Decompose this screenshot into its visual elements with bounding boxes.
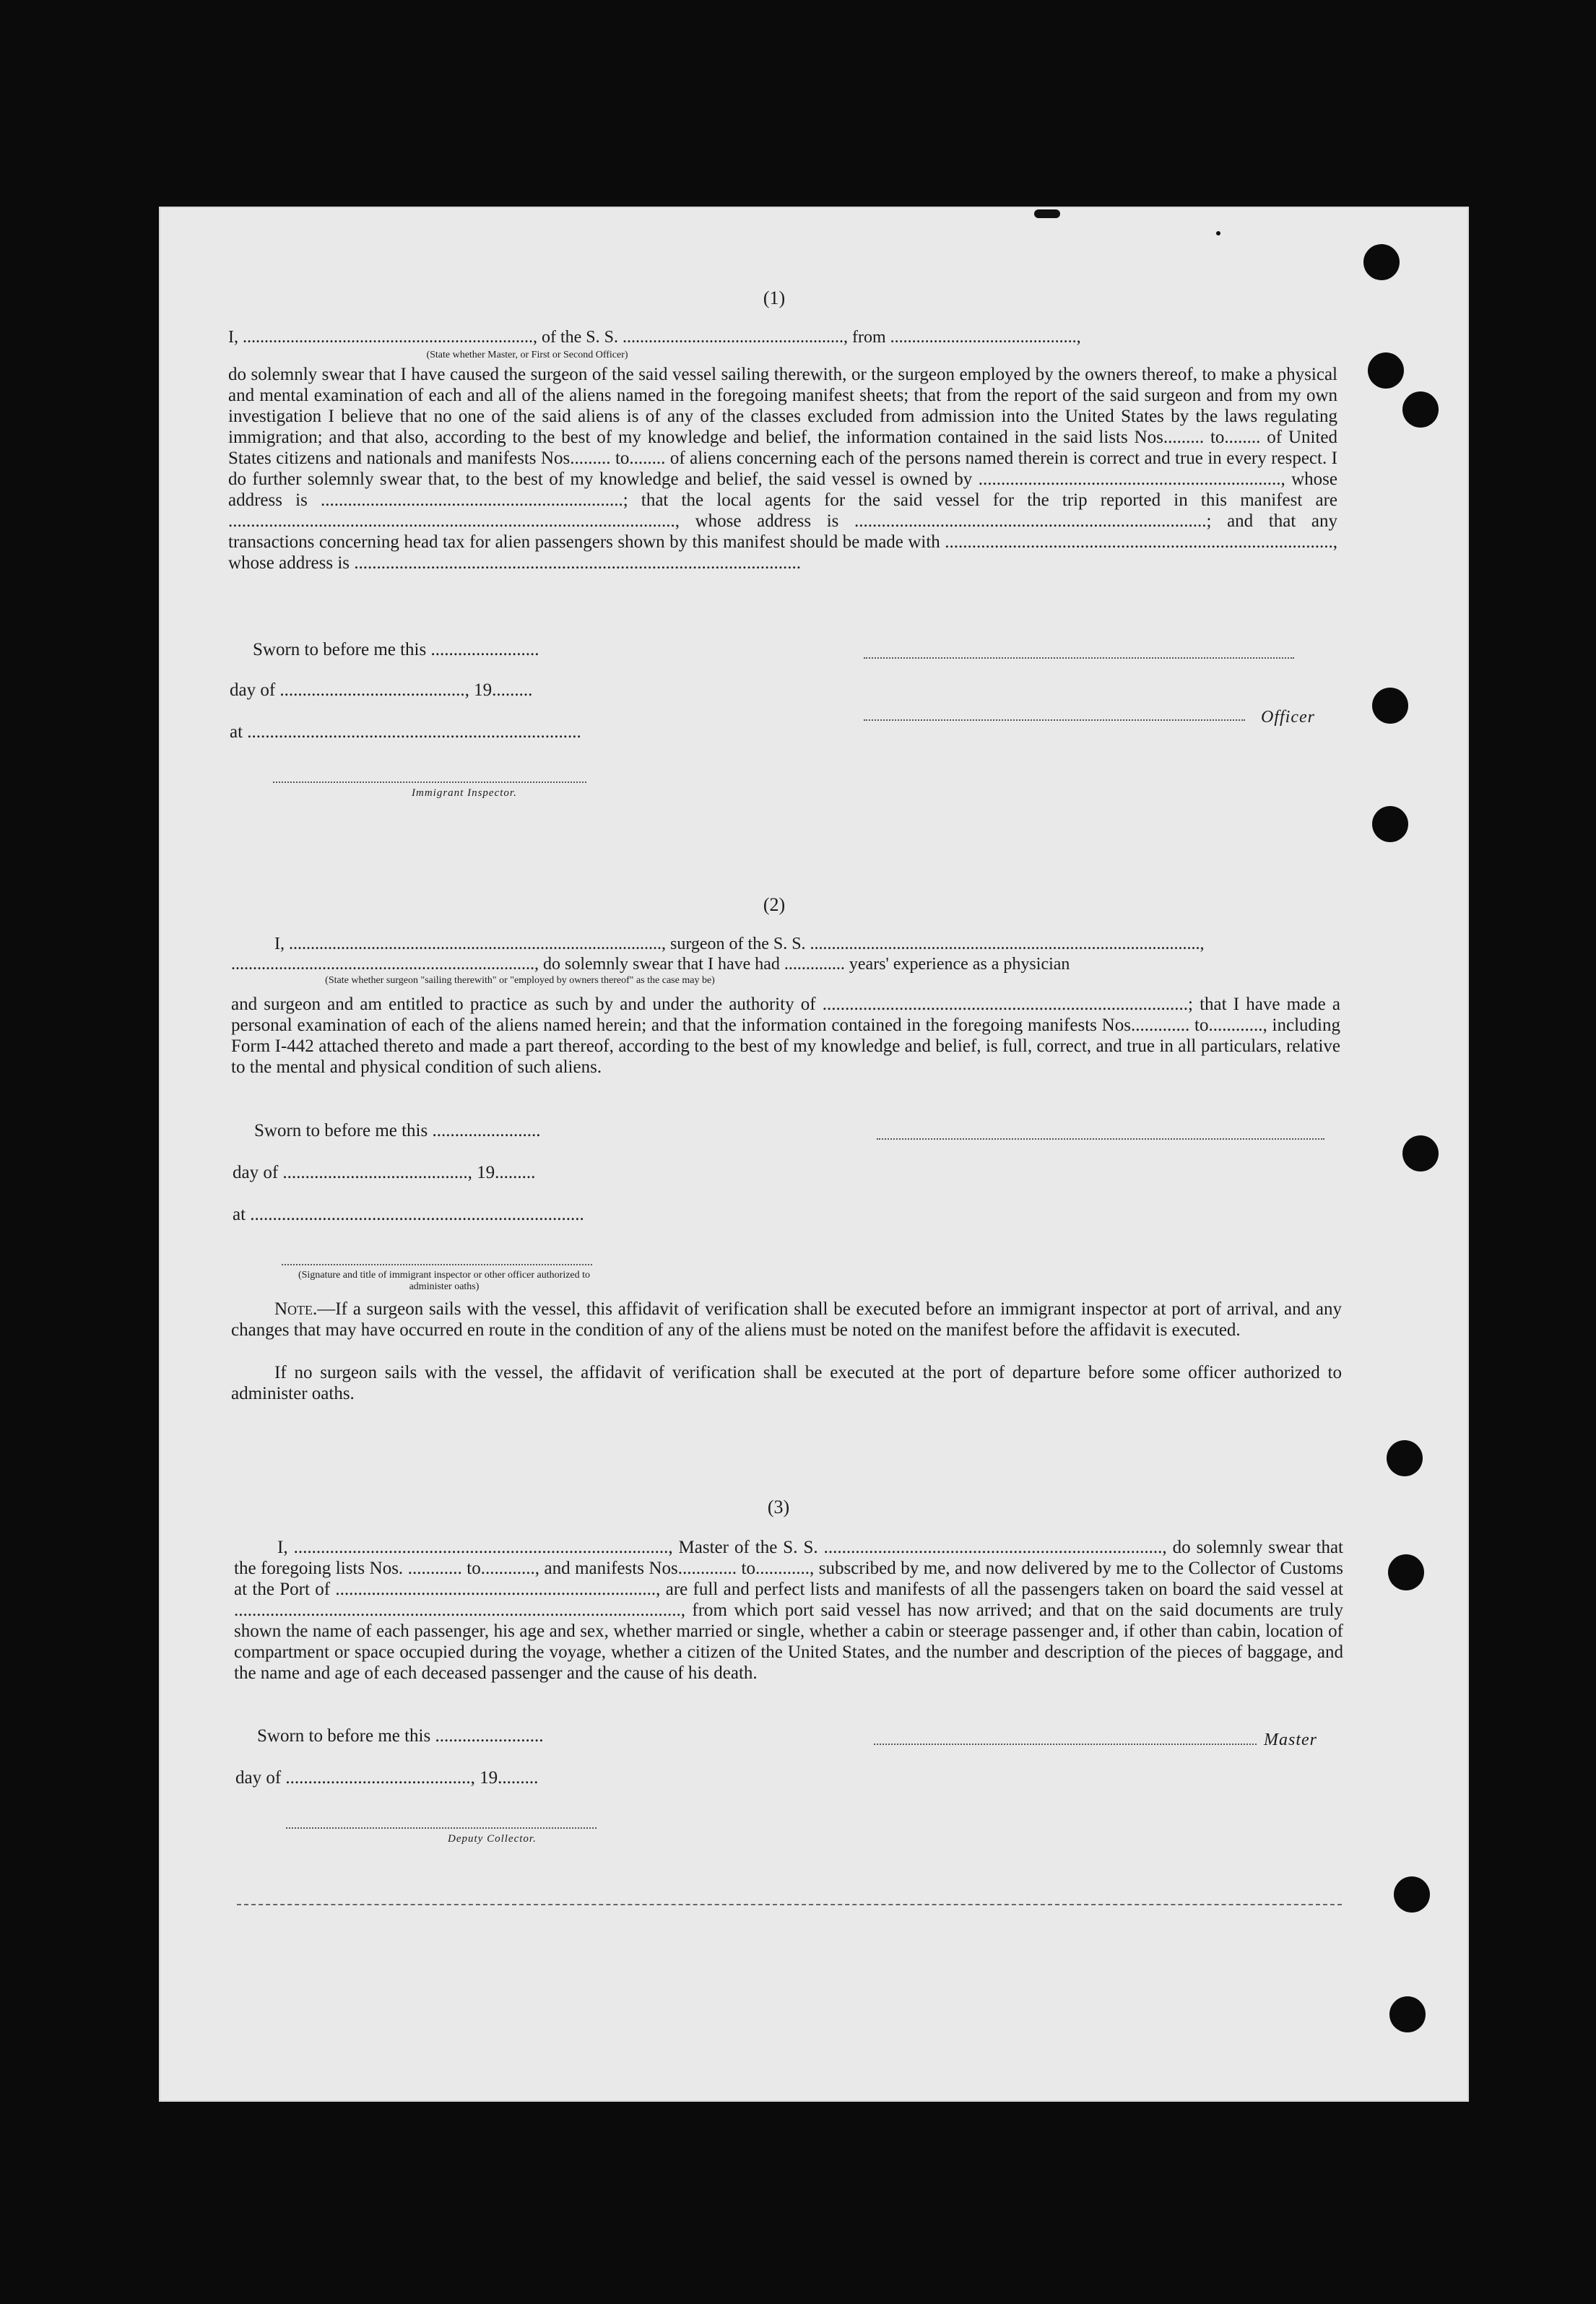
section1-officer-signature-line (864, 719, 1245, 721)
section2-note-label: Note. (274, 1299, 318, 1319)
section2-number: (2) (763, 894, 786, 915)
section2-at: at .......................................................................... (233, 1205, 584, 1224)
section3-body: I, ..................................................................................., Master of the S. S. ..........................................................................., do solemnly swear that the foregoing lists Nos. ............ to............, and manifests Nos............. to............, subscribed by me, and now delivered by me to the Collector of Customs at the Port of ......................................................................., are full and perfect lists and manifests of all the passengers taken on board the said vessel at ..................................................................................................., from which port said vessel has now arrived; and that on the said documents are truly shown the name of each passenger, his age and sex, whether married or single, whether a cabin or steerage passenger and, if other than cabin, location of compartment or space occupied during the voyage, whether a citizen of the United States, and the number and description of the pieces of baggage, and the name and age of each deceased passenger and the cause of his death. (234, 1538, 1343, 1683)
punch-hole (1402, 391, 1439, 428)
section2-note-text: —If a surgeon sails with the vessel, this affidavit of verification shall be executed before an immigrant inspector at port of arrival, and any changes that may have occurred en route in the condition of any of the aliens must be noted on the manifest before the affidavit is executed. (231, 1299, 1342, 1340)
ink-fleck (1034, 209, 1060, 218)
section2-surgeon-signature-line (877, 1138, 1324, 1140)
section2-sworn: Sworn to before me this ........................ (254, 1121, 541, 1140)
section1-day: day of ........................................., 19......... (230, 680, 533, 700)
section3-master-caption: Master (1264, 1731, 1317, 1749)
manifest-page (159, 207, 1469, 2102)
section2-caption: (State whether surgeon "sailing therewith" or "employed by owners thereof" as the case may be) (325, 975, 715, 986)
section2-note (231, 1299, 1342, 1341)
section3-sworn: Sworn to before me this ........................ (257, 1726, 544, 1746)
bottom-rule (237, 1904, 1342, 1905)
section1-at: at .......................................................................... (230, 722, 581, 742)
section3-master-signature-line (874, 1744, 1257, 1745)
section3-number: (3) (767, 1497, 790, 1517)
section2-sig-caption: (Signature and title of immigrant inspector or other officer authorized to administer oaths) (298, 1270, 591, 1292)
section3-collector-signature-line (286, 1827, 597, 1829)
section2-note2: If no surgeon sails with the vessel, the affidavit of verification shall be executed at the port of departure before some officer authorized to administer oaths. (231, 1363, 1342, 1403)
section1-number: (1) (763, 287, 786, 308)
section2-body: and surgeon and am entitled to practice as such by and under the authority of .................................................................................; that I have made a personal examination of each of the aliens named herein; and that the information contained in the foregoing manifests Nos............. to............, including Form I-442 attached thereto and made a part thereof, according to the best of my knowledge and belief, is full, correct, and true in all particulars, relative to the mental and physical condition of such aliens. (231, 995, 1340, 1077)
section2-day: day of ........................................., 19......... (233, 1163, 536, 1182)
section1-body: do solemnly swear that I have caused the surgeon of the said vessel sailing therewith, or the surgeon employed by the owners thereof, to make a physical and mental examination of each and all of the aliens named in the foregoing manifest sheets; that from the report of the said surgeon and from my own investigation I believe that no one of the said aliens is of any of the classes excluded from admission into the United States by the laws regulating immigration; and that also, according to the best of my knowledge and belief, the information contained in the said lists Nos......... to........ of United States citizens and nationals and manifests Nos......... to........ of aliens concerning each of the persons named therein is correct and true in every respect. I do further solemnly swear that, to the best of my knowledge and belief, the said vessel is owned by ..................................................................., whose address is ...................................................................; that the local agents for the said vessel for the trip reported in this manifest are ..................................................................................................., whose address is ..............................................................................; and that any transactions concerning head tax for alien passengers shown by this manifest should be made with ......................................................................................, whose address is ................................................................................................... (228, 365, 1337, 573)
section1-opening: I, ..................................................................., of the S. S. ..................................................., from ..........................................., (228, 328, 1081, 347)
section3-collector-caption: Deputy Collector. (448, 1833, 537, 1845)
section1-top-signature-line (864, 657, 1294, 659)
punch-hole (1388, 1554, 1424, 1590)
punch-hole (1394, 1876, 1430, 1913)
section1-inspector-caption: Immigrant Inspector. (412, 787, 517, 799)
section2-inspector-signature-line (282, 1264, 592, 1265)
section2-opening: I, ......................................................................................, surgeon of the S. S. .........................................................................................., (274, 935, 1205, 953)
section1-sworn: Sworn to before me this ........................ (253, 640, 539, 659)
punch-hole (1372, 688, 1408, 724)
punch-hole (1402, 1135, 1439, 1172)
punch-hole (1389, 1996, 1426, 2032)
section1-officer-caption: Officer (1261, 708, 1315, 727)
punch-hole (1368, 352, 1404, 389)
punch-hole (1387, 1440, 1423, 1476)
section1-opening-caption: (State whether Master, or First or Second Officer) (426, 350, 628, 360)
section3-day: day of ........................................., 19......... (235, 1768, 539, 1788)
punch-hole (1372, 806, 1408, 842)
ink-fleck (1216, 231, 1220, 235)
section1-inspector-signature-line (273, 781, 586, 783)
punch-hole (1363, 244, 1400, 280)
section2-line2: ......................................................................, do solemnly swear that I have had .............. years' experience as a physician (231, 955, 1070, 974)
